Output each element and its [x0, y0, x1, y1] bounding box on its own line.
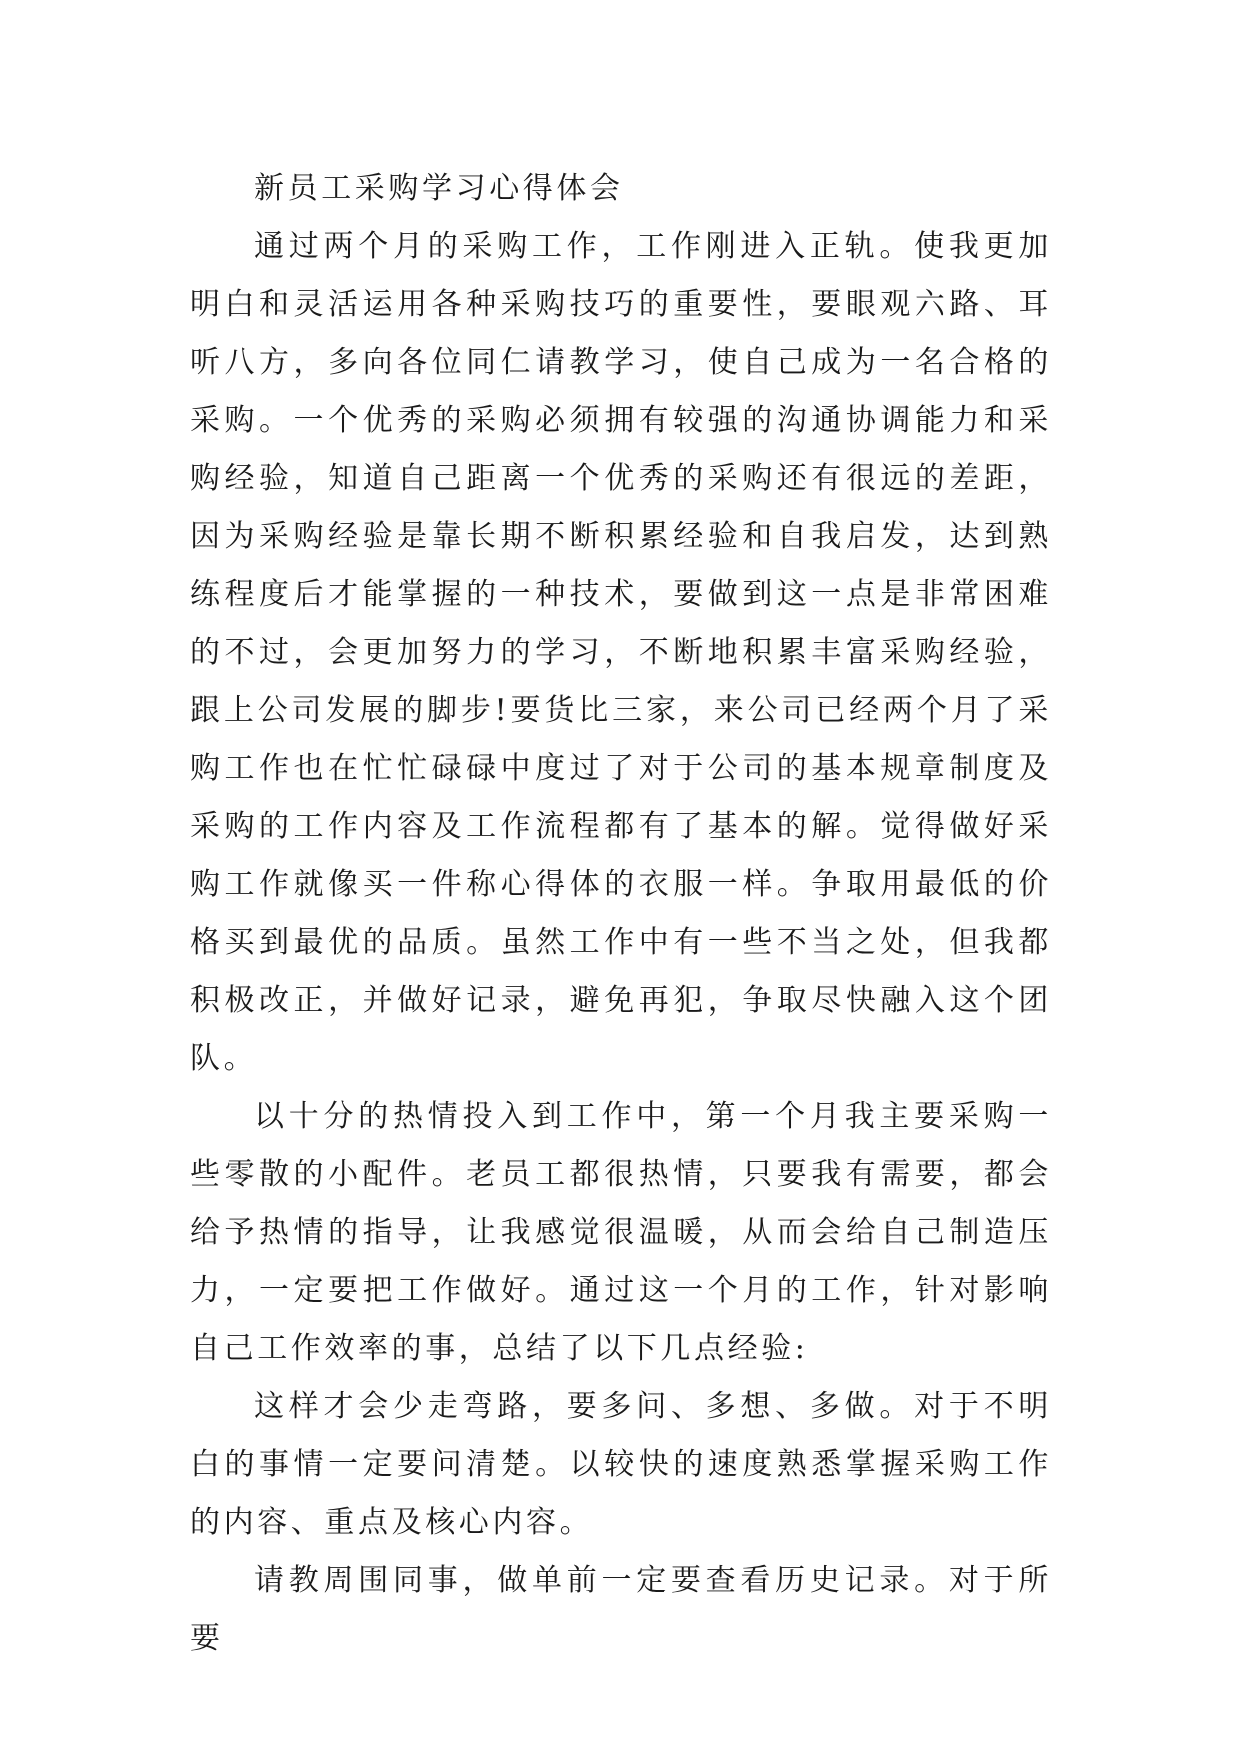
document-title: 新员工采购学习心得体会	[254, 171, 624, 206]
paragraph: 以十分的热情投入到工作中，第一个月我主要采购一些零散的小配件。老员工都很热情，只要我有需要，都会给予热情的指导，让我感觉很温暖，从而会给自己制造压力，一定要把工作做好。通过这一个月的工作，针对影响自己工作效率的事，总结了以下几点经验:	[190, 1099, 1052, 1366]
paragraph: 请教周围同事，做单前一定要查看历史记录。对于所要	[190, 1563, 1052, 1656]
paragraph: 这样才会少走弯路，要多问、多想、多做。对于不明白的事情一定要问清楚。以较快的速度熟悉掌握采购工作的内容、重点及核心内容。	[190, 1389, 1052, 1540]
document-body	[190, 160, 1052, 1668]
paragraph: 通过两个月的采购工作，工作刚进入正轨。使我更加明白和灵活运用各种采购技巧的重要性，要眼观六路、耳听八方，多向各位同仁请教学习，使自己成为一名合格的采购。一个优秀的采购必须拥有较强的沟通协调能力和采购经验，知道自己距离一个优秀的采购还有很远的差距，因为采购经验是靠长期不断积累经验和自我启发，达到熟练程度后才能掌握的一种技术，要做到这一点是非常困难的不过，会更加努力的学习，不断地积累丰富采购经验，跟上公司发展的脚步!要货比三家，来公司已经两个月了采购工作也在忙忙碌碌中度过了对于公司的基本规章制度及采购的工作内容及工作流程都有了基本的解。觉得做好采购工作就像买一件称心得体的衣服一样。争取用最低的价格买到最优的品质。虽然工作中有一些不当之处，但我都积极改正，并做好记录，避免再犯，争取尽快融入这个团队。	[190, 229, 1052, 1076]
